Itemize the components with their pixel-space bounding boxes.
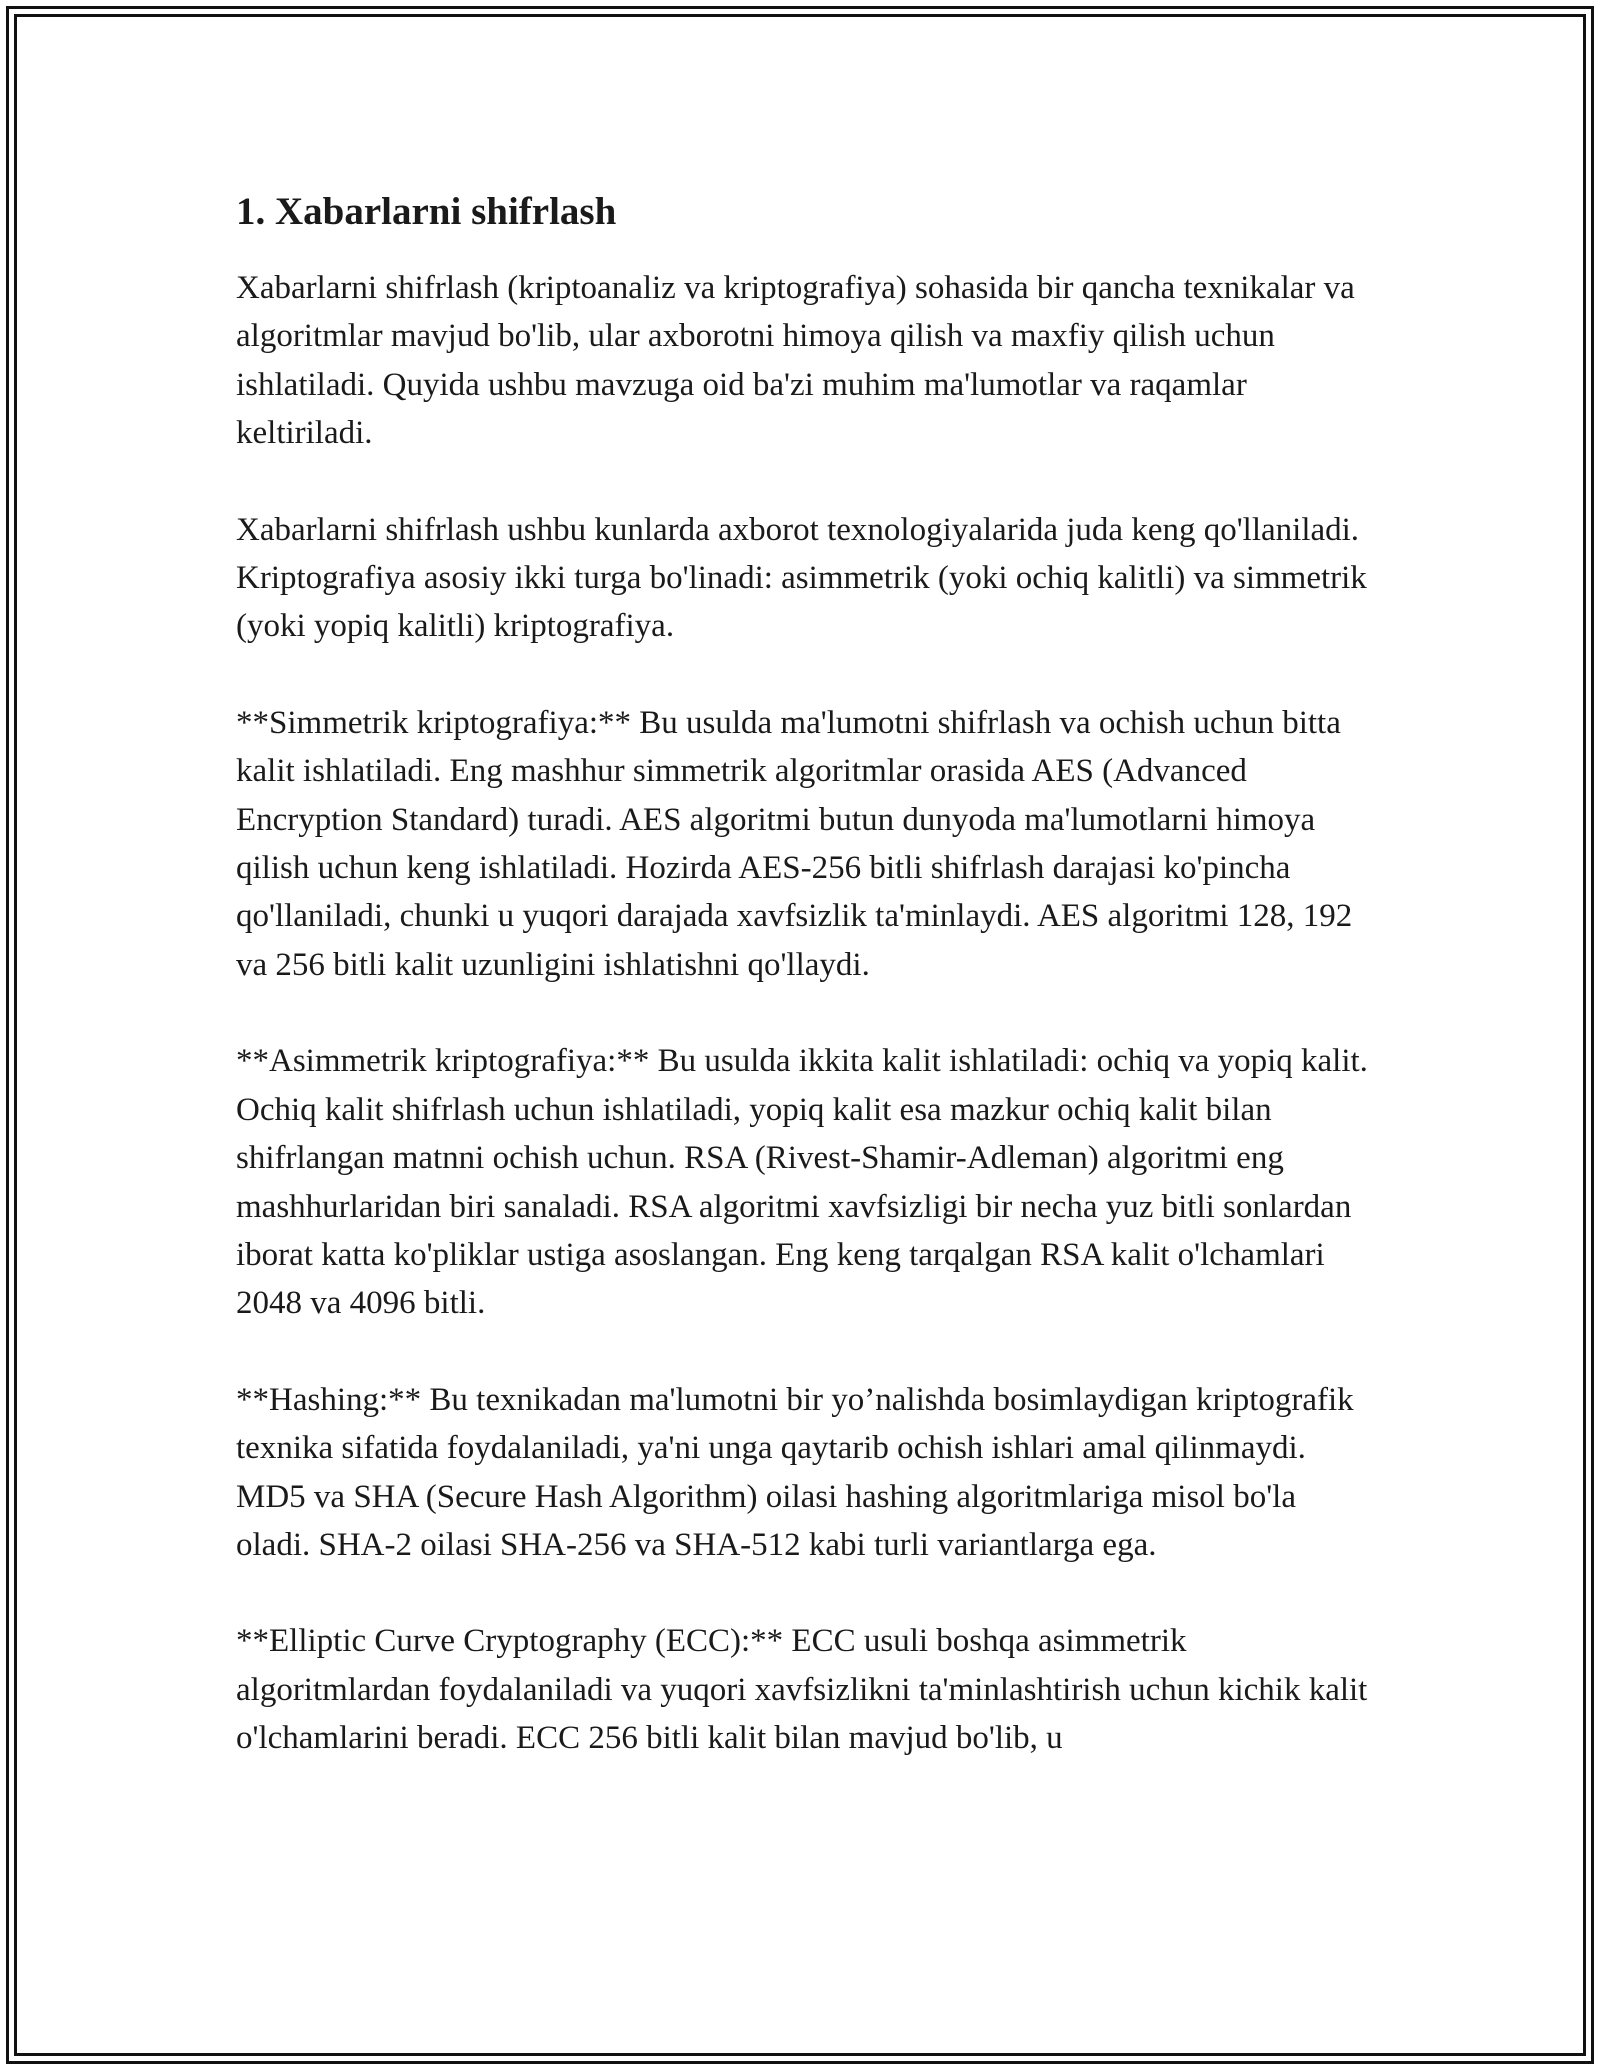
paragraph-symmetric: **Simmetrik kriptografiya:** Bu usulda ma'lumotni shifrlash va ochish uchun bitta kalit ishlatiladi. Eng mashhur simmetrik algoritmlar orasida AES (Advanced Encryption Standard) turadi. AES algoritmi butun dunyoda ma'lumotlarni himoya qilish uchun keng ishlatiladi. Hozirda AES-256 bitli shifrlash darajasi ko'pincha qo'llaniladi, chunki u yuqori darajada xavfsizlik ta'minlaydi. AES algoritmi 128, 192 va 256 bitli kalit uzunligini ishlatishni qo'llaydi.: [236, 704, 1353, 983]
section-heading: 1. Xabarlarni shifrlash: [236, 190, 617, 233]
paragraph-hashing: **Hashing:** Bu texnikadan ma'lumotni bir yo’nalishda bosimlaydigan kriptografik texnika sifatida foydalaniladi, ya'ni unga qaytarib ochish ishlari amal qilinmaydi. MD5 va SHA (Secure Hash Algorithm) oilasi hashing algoritmlariga misol bo'la oladi. SHA-2 oilasi SHA-256 va SHA-512 kabi turli variantlarga ega.: [236, 1381, 1354, 1563]
paragraph-types: Xabarlarni shifrlash ushbu kunlarda axborot texnologiyalarida juda keng qo'llaniladi. Kriptografiya asosiy ikki turga bo'linadi: asimmetrik (yoki ochiq kalitli) va simmetrik (yoki yopiq kalitli) kriptografiya.: [236, 511, 1367, 645]
paragraph-ecc: **Elliptic Curve Cryptography (ECC):** ECC usuli boshqa asimmetrik algoritmlardan foydalaniladi va yuqori xavfsizlikni ta'minlashtirish uchun kichik kalit o'lchamlarini beradi. ECC 256 bitli kalit bilan mavjud bo'lib, u: [236, 1623, 1368, 1757]
paragraph-intro: Xabarlarni shifrlash (kriptoanaliz va kriptografiya) sohasida bir qancha texnikalar va algoritmlar mavjud bo'lib, ular axborotni himoya qilish va maxfiy qilish uchun ishlatiladi. Quyida ushbu mavzuga oid ba'zi muhim ma'lumotlar va raqamlar keltiriladi.: [236, 270, 1355, 452]
document-body: [236, 186, 1376, 1811]
paragraph-asymmetric: **Asimmetrik kriptografiya:** Bu usulda ikkita kalit ishlatiladi: ochiq va yopiq kalit. Ochiq kalit shifrlash uchun ishlatiladi, yopiq kalit esa mazkur ochiq kalit bilan shifrlangan matnni ochish uchun. RSA (Rivest-Shamir-Adleman) algoritmi eng mashhurlaridan biri sanaladi. RSA algoritmi xavfsizligi bir necha yuz bitli sonlardan iborat katta ko'pliklar ustiga asoslangan. Eng keng tarqalgan RSA kalit o'lchamlari 2048 va 4096 bitli.: [236, 1043, 1368, 1322]
